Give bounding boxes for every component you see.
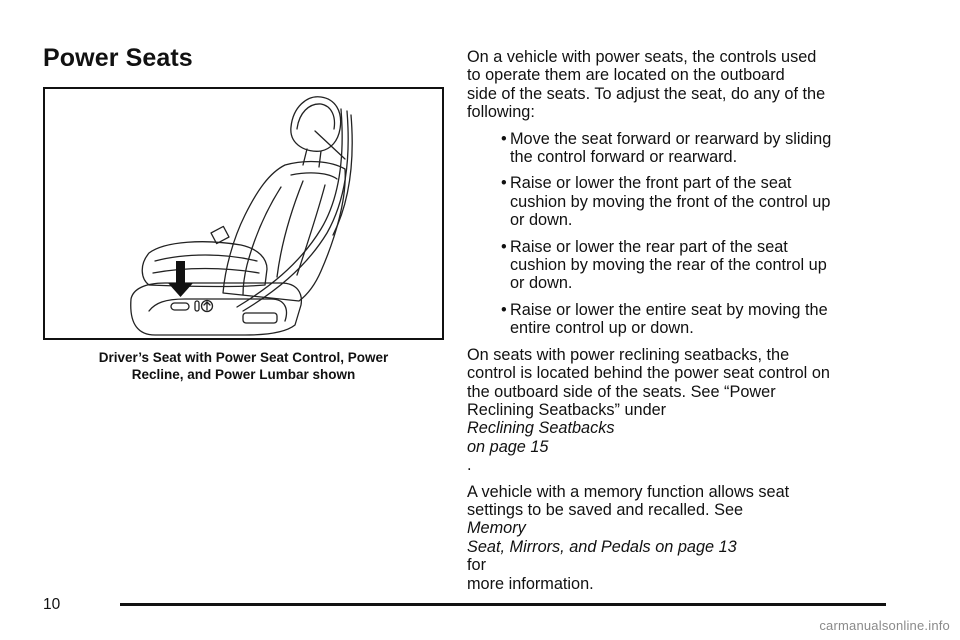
text-line: to operate them are located on the outboard [467, 66, 785, 85]
text-line: the control forward or rearward. [510, 148, 738, 167]
text-line [467, 538, 907, 575]
text-line: cushion by moving the front of the control up [510, 192, 831, 211]
text-line: Raise or lower the rear part of the seat [510, 237, 788, 256]
bullet-icon: • [501, 174, 507, 193]
bullet-icon: • [501, 300, 507, 319]
body-text [467, 48, 907, 601]
seat-side-trim [131, 283, 302, 335]
page-reference-link[interactable]: Memory [467, 519, 526, 538]
page-reference-link[interactable]: Seat, Mirrors, and Pedals on page 13 [467, 537, 737, 556]
seat-cushion-outline [142, 242, 267, 287]
text-line: On seats with power reclining seatbacks, the [467, 345, 790, 364]
text-line: A vehicle with a memory function allows seat [467, 482, 790, 501]
caption-line: Recline, and Power Lumbar shown [131, 367, 356, 382]
page-title: Power Seats [43, 44, 193, 72]
list-item [467, 174, 907, 229]
power-seat-control [171, 303, 189, 310]
text-line [467, 438, 907, 475]
bullet-icon: • [501, 129, 507, 148]
text-line: Raise or lower the front part of the seat [510, 174, 792, 193]
page-reference-link[interactable]: Reclining Seatbacks [467, 419, 615, 438]
page-number: 10 [43, 596, 61, 613]
adjustment-list [467, 130, 907, 338]
text-fragment: Reclining Seatbacks” under [467, 400, 667, 419]
text-line: Raise or lower the entire seat by moving the [510, 300, 828, 319]
text-line: entire control up or down. [510, 319, 694, 338]
text-line [467, 401, 907, 438]
watermark-text: carmanualsonline.info [819, 618, 950, 633]
text-line: more information. [467, 574, 594, 593]
text-line: side of the seats. To adjust the seat, do any of the [467, 84, 826, 103]
figure-caption [43, 349, 444, 383]
text-line: following: [467, 103, 535, 122]
text-fragment: for [467, 556, 487, 575]
list-item [467, 130, 907, 167]
seatback-outline [223, 162, 345, 301]
text-line: control is located behind the power seat control on [467, 364, 830, 383]
intro-paragraph [467, 48, 907, 122]
list-item [467, 238, 907, 293]
text-line: the outboard side of the seats. See “Power [467, 382, 776, 401]
seat-illustration-frame [43, 87, 444, 340]
text-line: cushion by moving the rear of the control up [510, 256, 827, 275]
text-line: Move the seat forward or rearward by sliding [510, 129, 832, 148]
text-line: or down. [510, 211, 573, 230]
text-line: On a vehicle with power seats, the controls used [467, 48, 817, 66]
text-fragment: . [467, 456, 472, 475]
bullet-icon: • [501, 237, 507, 256]
text-line [467, 501, 907, 538]
list-item [467, 301, 907, 338]
caption-line: Driver’s Seat with Power Seat Control, Power [98, 350, 389, 365]
recline-paragraph [467, 346, 907, 475]
text-line: or down. [510, 274, 573, 293]
footer-divider [120, 603, 886, 606]
power-seat-illustration [45, 89, 442, 338]
down-arrow-icon [168, 261, 193, 297]
page-reference-link[interactable]: on page 15 [467, 437, 549, 456]
text-fragment: settings to be saved and recalled. See [467, 500, 744, 519]
memory-paragraph [467, 483, 907, 593]
